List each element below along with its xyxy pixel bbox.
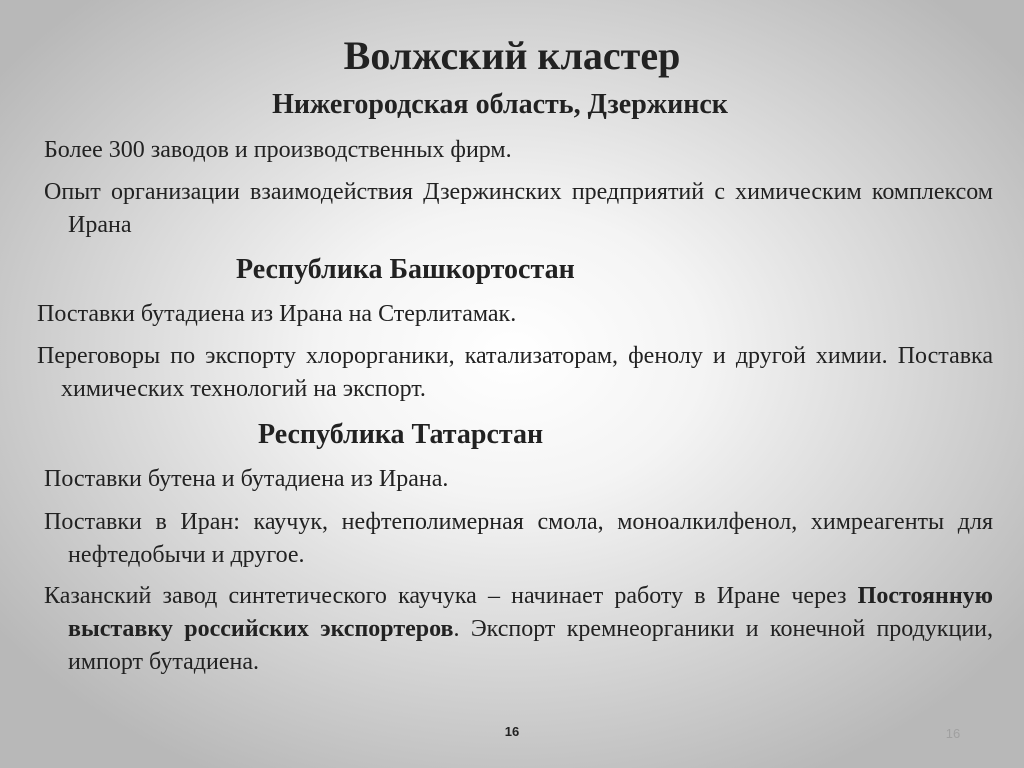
kazan-plant-text-end: . Экспорт кремнеорганики и конечной продукции, импорт бутадиена. bbox=[68, 616, 994, 675]
section-heading-nizhny-novgorod: Нижегородская область, Дзержинск bbox=[272, 89, 728, 120]
footer-page-number: 16 bbox=[504, 724, 520, 739]
paragraph-exports-to-iran: Поставки в Иран: каучук, нефтеполимерная смола, моноалкилфенол, химреагенты для нефтедобычи и другое. bbox=[44, 509, 993, 568]
slide-number: 16 bbox=[945, 726, 961, 741]
section-heading-bashkortostan: Республика Башкортостан bbox=[236, 254, 575, 285]
section-heading-tatarstan: Республика Татарстан bbox=[258, 419, 544, 450]
paragraph-kazan-plant bbox=[44, 580, 993, 679]
paragraph-butene-supply: Поставки бутена и бутадиена из Ирана. bbox=[44, 466, 449, 492]
paragraph-iran-cooperation: Опыт организации взаимодействия Дзержинских предприятий с химическим комплексом Ирана bbox=[44, 179, 993, 238]
paragraph-butadiene-supply: Поставки бутадиена из Ирана на Стерлитамак. bbox=[37, 301, 517, 327]
permanent-exhibition-emphasis: Постоянную выставку российских экспортеров bbox=[68, 583, 993, 642]
kazan-plant-text: Казанский завод синтетического каучука – начинает работу в Иране через bbox=[44, 583, 858, 609]
slide-title: Волжский кластер bbox=[343, 33, 681, 78]
paragraph-factories: Более 300 заводов и производственных фирм. bbox=[44, 137, 512, 163]
paragraph-export-negotiations: Переговоры по экспорту хлорорганики, катализаторам, фенолу и другой химии. Поставка химических технологий на экспорт. bbox=[37, 343, 993, 402]
